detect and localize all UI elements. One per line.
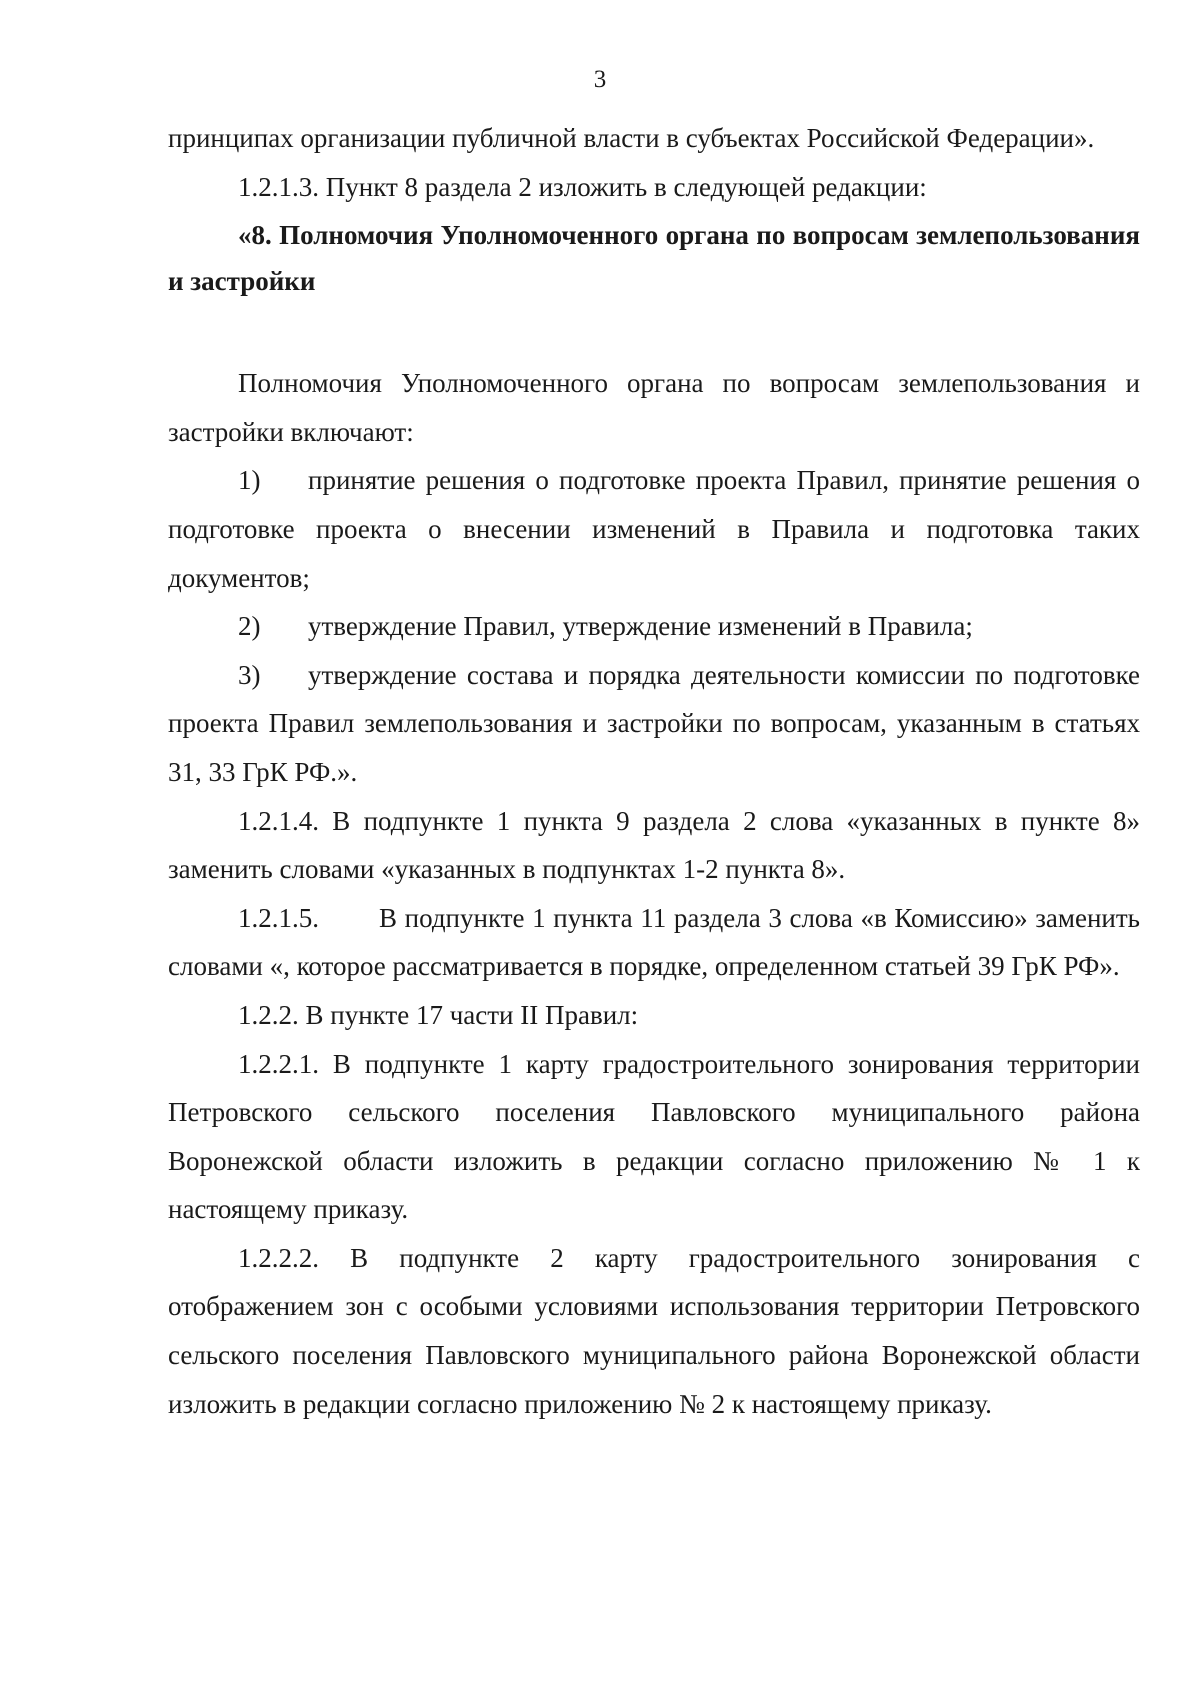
paragraph-1-2-1-4: 1.2.1.4. В подпункте 1 пункта 9 раздела 2 слова «указанных в пункте 8» заменить словами «указанных в подпунктах 1-2 пункта 8».: [168, 805, 1140, 885]
paragraph-continuation: принципах организации публичной власти в субъектах Российской Федерации».: [168, 123, 1095, 153]
paragraph-text: В подпункте 1 пункта 11 раздела 3 слова «в Комиссию» заменить словами «, которое рассматривается в порядке, определенном статьей 39 ГрК РФ».: [168, 902, 1140, 982]
paragraph-1-2-1-3: 1.2.1.3. Пункт 8 раздела 2 изложить в следующей редакции:: [238, 171, 927, 202]
paragraph-number: 1.2.1.5.: [238, 902, 319, 933]
list-item-number: 2): [238, 611, 261, 642]
paragraph-powers-intro: Полномочия Уполномоченного органа по вопросам землепользования и застройки включают:: [168, 368, 1140, 447]
list-item-2: [168, 602, 1140, 651]
paragraph-1-2-2: 1.2.2. В пункте 17 части II Правил:: [238, 999, 639, 1030]
list-item-text: утверждение Правил, утверждение изменений в Правила;: [308, 611, 973, 642]
list-item-number: 1): [238, 465, 261, 496]
list-item-1: [168, 456, 1140, 602]
blank-line: [168, 304, 1140, 359]
paragraph-1-2-1-5: [168, 894, 1140, 991]
paragraph-1-2-2-2: 1.2.2.2. В подпункте 2 карту градостроительного зонирования с отображением зон с особыми условиями использования территории Петровского сельского поселения Павловского муниципального района Воронежской области изложить в редакции согласно приложению № 2 к настоящему приказу.: [168, 1242, 1140, 1419]
list-item-text: принятие решения о подготовке проекта Правил, принятие решения о подготовке проекта о внесении изменений в Правила и подготовка таких документов;: [168, 465, 1140, 593]
page-number: 3: [593, 66, 607, 93]
list-item-3: [168, 651, 1140, 797]
list-item-number: 3): [238, 659, 261, 690]
list-item-text: утверждение состава и порядка деятельности комиссии по подготовке проекта Правил землепользования и застройки по вопросам, указанным в статьях 31, 33 ГрК РФ.».: [168, 659, 1140, 787]
section-heading: «8. Полномочия Уполномоченного органа по вопросам землепользования и застройки: [168, 220, 1140, 297]
paragraph-1-2-2-1: 1.2.2.1. В подпункте 1 карту градостроительного зонирования территории Петровского сельского поселения Павловского муниципального района Воронежской области изложить в редакции согласно приложению № 1 к настоящему приказу.: [168, 1048, 1140, 1225]
document-body: [168, 114, 1140, 1428]
